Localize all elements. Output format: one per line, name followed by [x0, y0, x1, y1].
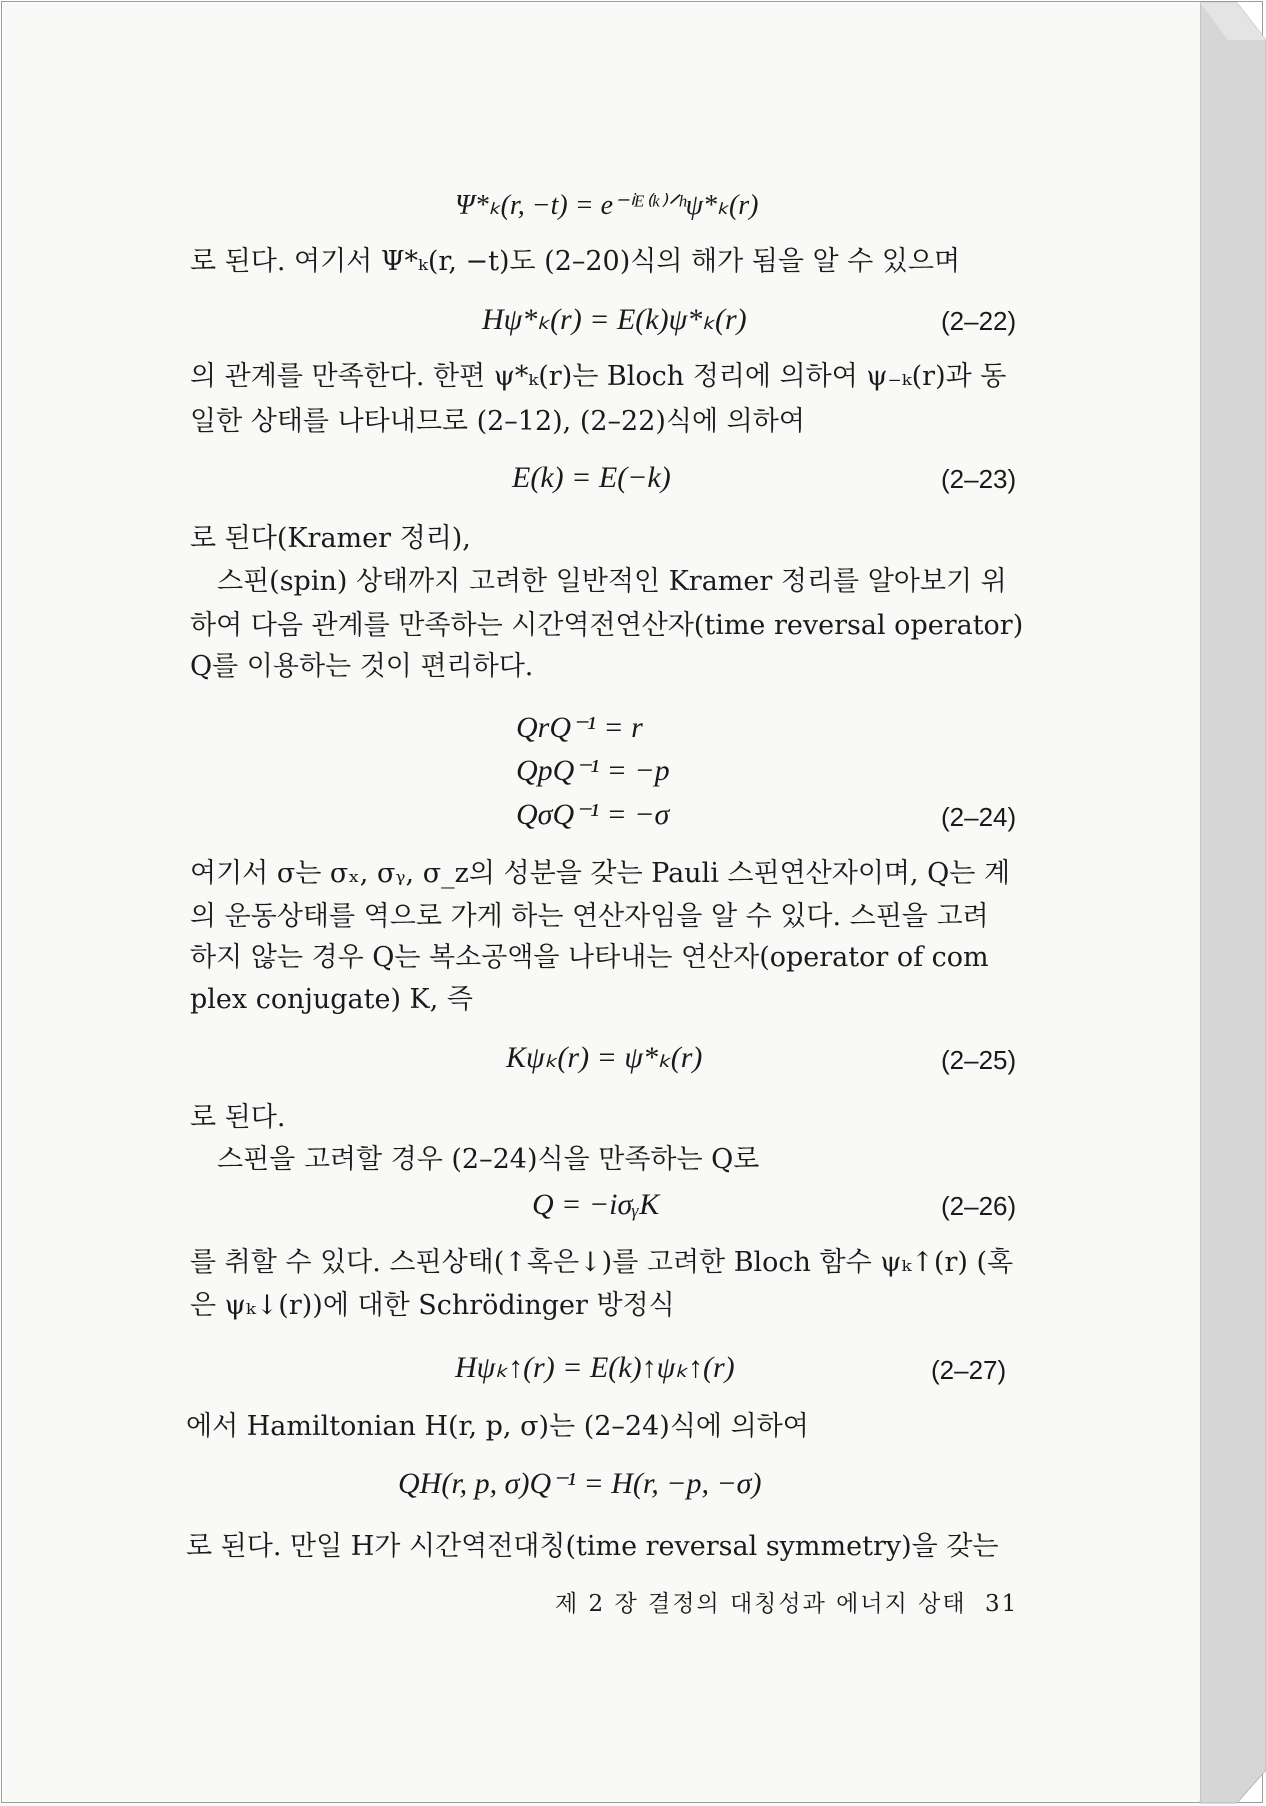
equation-2-22: Hψ*ₖ(r) = E(k)ψ*ₖ(r) [482, 303, 747, 336]
equation-2-27: Hψₖ↑(r) = E(k)↑ψₖ↑(r) [455, 1351, 735, 1384]
text-line-9: 의 운동상태를 역으로 가게 하는 연산자임을 알 수 있다. 스핀을 고려 [190, 901, 989, 932]
text-line-2: 의 관계를 만족한다. 한편 ψ*ₖ(r)는 Bloch 정리에 의하여 ψ₋ₖ(r)과 동 [190, 361, 1007, 392]
text-line-17: 로 된다. 만일 H가 시간역전대칭(time reversal symmetry)을 갖는 [186, 1531, 999, 1562]
equation-2-24-r: QrQ⁻¹ = r [516, 711, 643, 744]
text-line-10: 하지 않는 경우 Q는 복소공액을 나타내는 연산자(operator of com [190, 942, 989, 973]
text-line-7: Q를 이용하는 것이 편리하다. [190, 651, 534, 682]
equation-psi-conjugate: Ψ*ₖ(r, −t) = e⁻ⁱᴱ⁽ᵏ⁾ᐟʰψ*ₖ(r) [455, 190, 759, 221]
text-line-1: 로 된다. 여기서 Ψ*ₖ(r, −t)도 (2–20)식의 해가 됨을 알 수 있으며 [190, 246, 961, 277]
equation-number-2-27: (2–27) [931, 1355, 1007, 1385]
text-line-3: 일한 상태를 나타내므로 (2–12), (2–22)식에 의하여 [190, 406, 805, 437]
text-line-11: plex conjugate) K, 즉 [190, 984, 473, 1015]
equation-number-2-26: (2–26) [941, 1191, 1017, 1221]
text-line-8: 여기서 σ는 σₓ, σᵧ, σ_z의 성분을 갖는 Pauli 스핀연산자이며, Q는 계 [190, 858, 1011, 889]
equation-qh-time-reversal: QH(r, p, σ)Q⁻¹ = H(r, −p, −σ) [398, 1467, 762, 1500]
equation-number-2-25: (2–25) [941, 1045, 1017, 1075]
text-line-15: 은 ψₖ↓(r))에 대한 Schrödinger 방정식 [190, 1290, 675, 1321]
text-line-5: 스핀(spin) 상태까지 고려한 일반적인 Kramer 정리를 알아보기 위 [217, 566, 1007, 597]
equation-2-23: E(k) = E(−k) [512, 461, 671, 494]
text-line-4: 로 된다(Kramer 정리), [190, 523, 471, 554]
text-line-13: 스핀을 고려할 경우 (2–24)식을 만족하는 Q로 [217, 1144, 760, 1175]
page-number: 31 [985, 1591, 1019, 1617]
running-footer-chapter: 제 2 장 결정의 대칭성과 에너지 상태 [555, 1591, 967, 1617]
equation-number-2-23: (2–23) [941, 464, 1017, 494]
text-line-6: 하여 다음 관계를 만족하는 시간역전연산자(time reversal operator) [190, 610, 1024, 641]
equation-number-2-22: (2–22) [941, 306, 1017, 336]
text-line-14: 를 취할 수 있다. 스핀상태(↑혹은↓)를 고려한 Bloch 함수 ψₖ↑(r) (혹 [190, 1247, 1014, 1278]
equation-2-26: Q = −iσᵧK [532, 1188, 660, 1221]
equation-2-24-sigma: QσQ⁻¹ = −σ [516, 798, 670, 831]
text-line-16: 에서 Hamiltonian H(r, p, σ)는 (2–24)식에 의하여 [186, 1411, 809, 1442]
text-line-12: 로 된다. [190, 1102, 286, 1133]
equation-2-24-p: QpQ⁻¹ = −p [516, 754, 670, 787]
equation-2-25: Kψₖ(r) = ψ*ₖ(r) [506, 1041, 703, 1074]
equation-number-2-24: (2–24) [941, 802, 1017, 832]
